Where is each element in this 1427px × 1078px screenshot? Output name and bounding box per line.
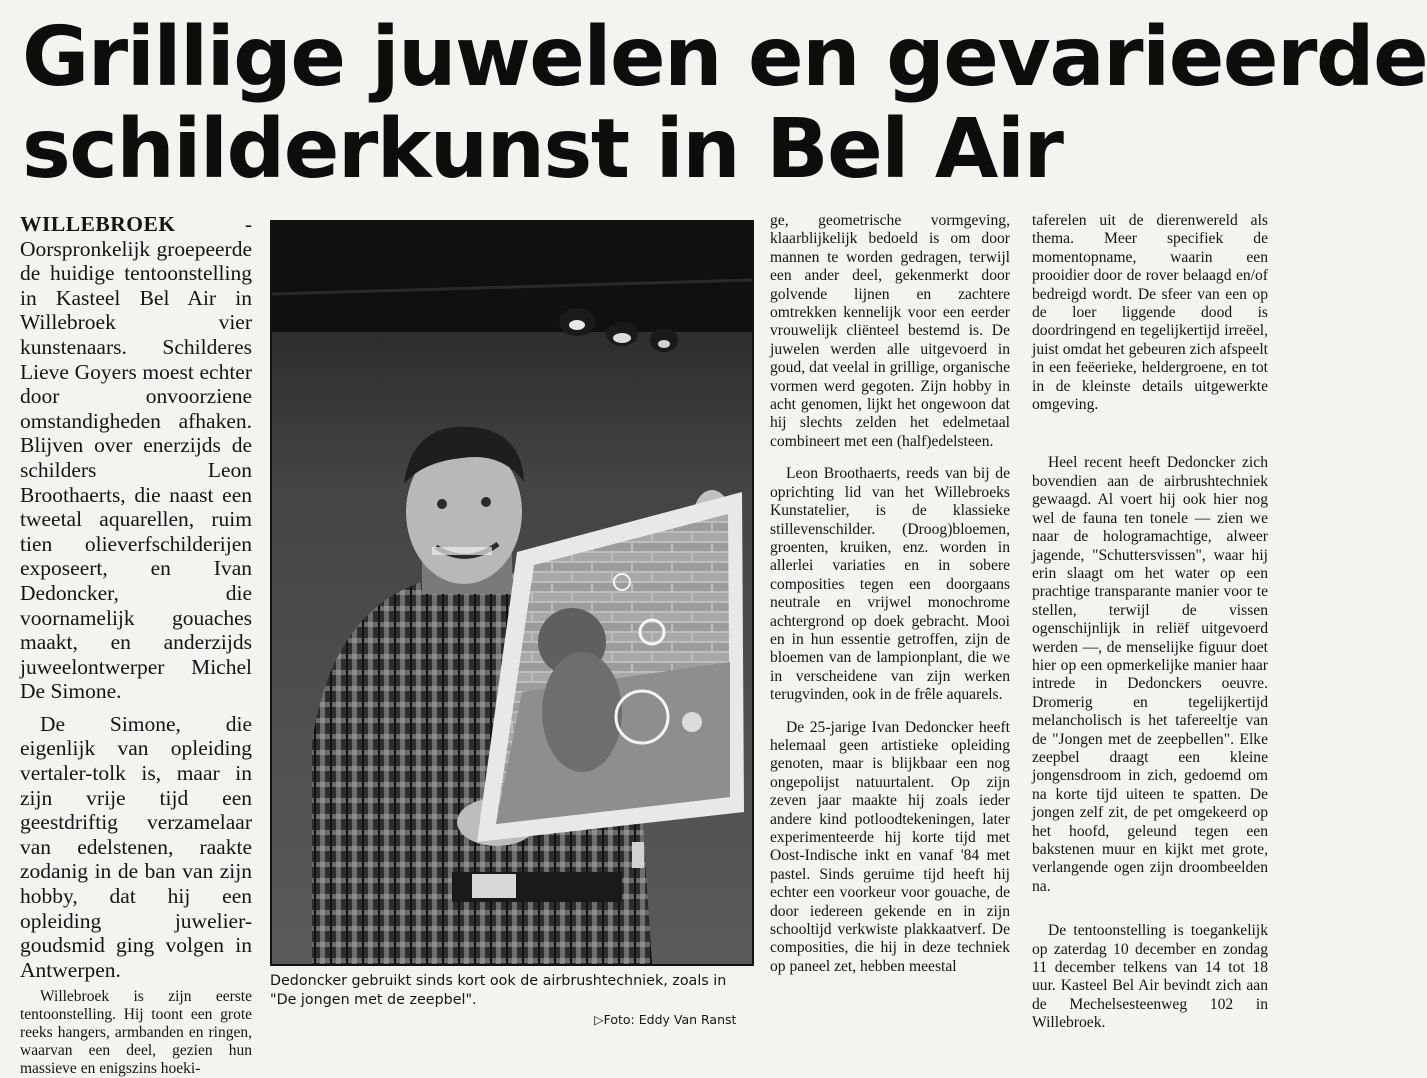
lead-paragraph (20, 212, 252, 704)
dateline-place: WILLEBROEK (20, 212, 176, 236)
paragraph-opening-hours: De tentoonstelling is toegankelijk op zaterdag 10 december en zondag 11 december telkens van 14 tot 18 uur. Kasteel Bel Air bevindt zich aan de Mechelsesteenweg 102 in Willebroek. (1032, 922, 1268, 1032)
headline-line-1: Grillige juwelen en gevarieerde (22, 10, 1427, 105)
paragraph-exhibition-start: Willebroek is zijn eerste tentoonstelling. Hij toont een grote reeks hangers, armbanden en ringen, waarvan een deel, gezien hun massieve en enigszins hoeki- (20, 988, 252, 1078)
paragraph-airbrush: Heel recent heeft Dedoncker zich bovendien aan de airbrushtechniek gewaagd. Al voert hij ook hier nog wel de fauna ten tonele — zien we naar de hologramachtige, alweer jagende, "Schuttersvissen", waar hij erin slaagt om het water op een prachtige transparante manier voor te stellen, terwijl de vissen ogenschijnlijk in reliëf uitgevoerd werden —, de menselijke figuur doet hier op een opmerkelijke manier haar intrede in Dedonckers oeuvre. Dromerig en tegelijkertijd melancholisch is het tafereeltje van de "Jongen met de zeepbellen". Elke zeepbel draagt een kleine jongensdroom in zich, gedoemd om na korte tijd uiteen te spatten. De jongen zelf zit, de pet omgekeerd op het hoofd, geleund tegen een bakstenen muur en kijkt met grote, verlangende ogen zijn droombeelden na. (1032, 454, 1268, 895)
paragraph-de-simone: De Simone, die eigenlijk van opleiding vertaler-tolk is, maar in zijn vrije tijd een geestdriftig verzamelaar van edelstenen, raakte zodanig in de ban van zijn hobby, dat hij een opleiding juwelier-goudsmid ging volgen in Antwerpen. (20, 711, 252, 982)
article-photo (270, 220, 754, 966)
headline (22, 10, 1427, 197)
paragraph-broothaerts: Leon Broothaerts, reeds van bij de oprichting lid van het Willebroeks Kunstatelier, is de klassieke stillevenschilder. (Droog)bloemen, groenten, kruiken, enz. worden in allerlei variaties en in sobere composities tegen een doorgaans neutrale en vrijwel monochrome achtergrond op doek gebracht. Mooi en in hun essentie getroffen, zijn de bloemen van de lampionplant, die we in verscheidene van zijn werken terugvinden, ook in de frêle aquarels. (770, 465, 1010, 704)
paragraph-dedoncker: De 25-jarige Ivan Dedoncker heeft helemaal geen artistieke opleiding genoten, maar is blijkbaar een nog ongepolijst natuurtalent. Op zijn zeven jaar maakte hij zoals ieder andere kind potloodtekeningen, later experimenteerde hij korte tijd met Oost-Indische inkt en vanaf '84 met pastel. Sinds geruime tijd heeft hij echter een voorkeur voor gouache, de door iedereen gekende en in zijn schooltijd verkwiste plakkaatverf. De composities, die hij in deze techniek op paneel zet, hebben meestal (770, 718, 1010, 975)
wall-outlet (632, 842, 644, 868)
article-column-1 (20, 212, 252, 1078)
lead-text: Oorspronkelijk groepeerde de huidige tentoonstelling in Kasteel Bel Air in Willebroek vier kunstenaars. Schilderes Lieve Goyers moest echter door onvoorziene omstandigheden afhaken. Blijven over enerzijds de schilders Leon Broothaerts, die naast een tweetal aquarellen, ruim tien olieverfschilderijen exposeert, en Ivan Dedoncker, die voornamelijk gouaches maakt, en anderzijds juweelontwerper Michel De Simone. (20, 236, 252, 704)
photo-illustration (272, 222, 752, 964)
photo-credit: ▷Foto: Eddy Van Ranst (594, 1012, 737, 1027)
headline-line-2: schilderkunst in Bel Air (22, 102, 1063, 197)
article-column-4 (1032, 212, 1268, 1042)
photo-caption: Dedoncker gebruikt sinds kort ook de airbrushtechniek, zoals in "De jongen met de zeepbel". (270, 973, 727, 1008)
article-column-3 (770, 212, 1010, 1042)
dateline-dash: - (175, 212, 252, 236)
paragraph-animal-scenes: taferelen uit de dierenwereld als thema. Meer specifiek de momentopname, waarin een prooidier door de rover belaagd en/of bedreigd wordt. De sfeer van een op de loer liggende dood is doordringend en tegelijkertijd irreëel, juist omdat het gebeuren zich afspeelt in een feëerieke, heldergroene, en tot in de kleinste details uitgewerkte omgeving. (1032, 212, 1268, 414)
paragraph-jewels: ge, geometrische vormgeving, klaarblijkelijk bedoeld is om door mannen te worden gedragen, terwijl een ander deel, gekenmerkt door golvende lijnen en zachtere omtrekken kennelijk voor een eerder vrouwelijk cliënteel bestemd is. De juwelen werden alle uitgevoerd in goud, dat veelal in grillige, organische vormen werd gegoten. Zijn hobby in acht genomen, lijkt het ongewoon dat hij slechts zelden het edelmetaal combineert met een (half)edelsteen. (770, 212, 1010, 450)
